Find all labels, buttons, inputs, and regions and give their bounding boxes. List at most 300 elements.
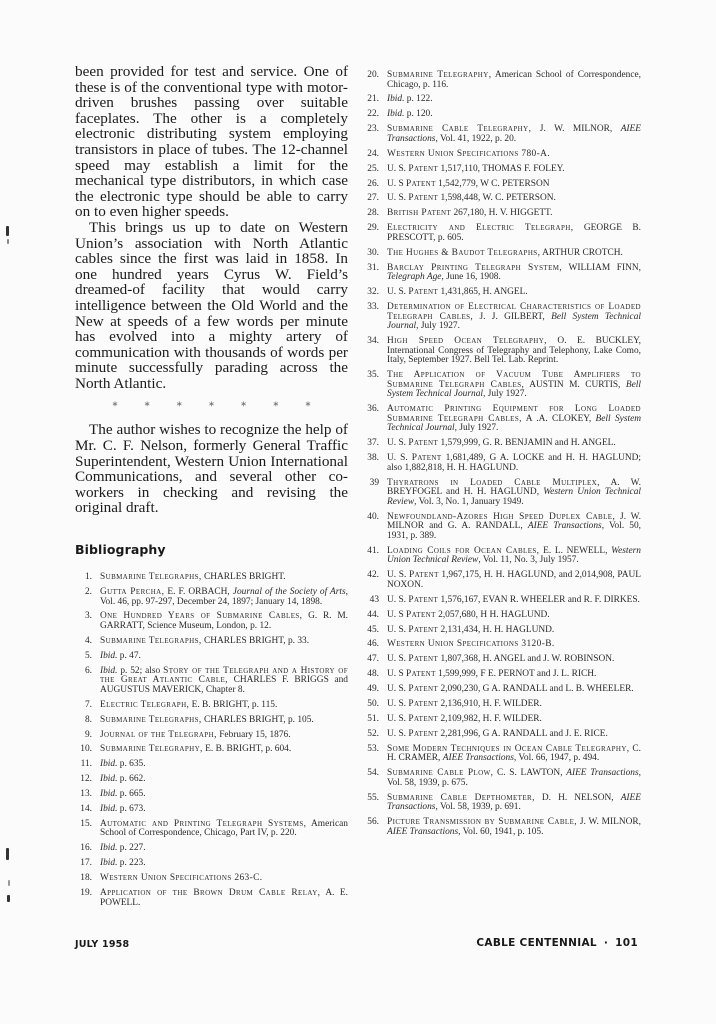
- entry-text: [387, 125, 641, 144]
- entry-sc: Electric Telegraph,: [100, 699, 190, 710]
- entry-tail: , Vol. 66, 1947, p. 494.: [513, 753, 600, 764]
- entry-text: [387, 303, 641, 332]
- entry-sc: The Hughes & Baudot Telegraphs,: [387, 247, 541, 258]
- entry-sc: Application of the Brown Drum Cable Relay,: [100, 888, 321, 899]
- entry-sc: Patent: [408, 624, 439, 635]
- entry-rest: CHARLES BRIGHT, p. 105.: [201, 714, 314, 725]
- scan-mark: [7, 895, 10, 902]
- entry-number: 3.: [84, 611, 92, 622]
- entry-sc: Picture Transmission by Submarine Cable,: [387, 817, 577, 828]
- entry-text: [100, 612, 348, 631]
- entry-it-lead: Ibid.: [100, 774, 118, 785]
- entry-number: 44.: [367, 609, 379, 620]
- bibliography-entry: [359, 596, 641, 606]
- footer-date: JULY 1958: [75, 939, 130, 950]
- entry-tail: , July 1927.: [454, 423, 499, 434]
- entry-number: 30.: [367, 247, 379, 258]
- bibliography-entry: [359, 479, 641, 508]
- entry-sc: Thyratrons in Loaded Cable Multiplex,: [387, 477, 600, 488]
- entry-it: AIEE Transactions: [527, 521, 602, 532]
- entry-sc: British Patent: [387, 208, 452, 219]
- entry-rest: D. H. NELSON,: [534, 792, 621, 803]
- entry-number: 40.: [367, 511, 379, 522]
- entry-number: 24.: [367, 148, 379, 159]
- entry-rest-pre: U. S.: [387, 163, 409, 174]
- entry-number: 34.: [367, 336, 379, 347]
- entry-number: 45.: [367, 624, 379, 635]
- entry-text: [387, 371, 641, 400]
- bibliography-entry: [359, 405, 641, 434]
- entry-rest-pre: U. S.: [387, 728, 409, 739]
- entry-rest: 1,598,448, W. C. PETERSON.: [438, 193, 556, 204]
- entry-sc: Patent: [408, 654, 439, 665]
- entry-text: [387, 180, 641, 190]
- entry-number: 49.: [367, 684, 379, 695]
- entry-tail: , Vol. 58, 1939, p. 691.: [435, 802, 521, 813]
- entry-sc: Patent: [406, 669, 436, 680]
- entry-text: [100, 731, 348, 741]
- entry-rest: GEORGE B. PRESCOTT, p. 605.: [387, 223, 641, 243]
- entry-sc: Gutta Percha,: [100, 586, 165, 597]
- entry-text: [387, 655, 641, 665]
- bibliography-entry: [359, 626, 641, 636]
- bibliography-entry: [359, 794, 641, 813]
- entry-rest: A. E. POWELL.: [100, 888, 348, 908]
- entry-number: 27.: [367, 193, 379, 204]
- entry-number: 15.: [80, 818, 92, 829]
- body-paragraph: This brings us up to date on Western Union’s association with North Atlantic cables since the first was laid in 1858. In one hundred years Cyrus W. Field’s dreamed-of facility that would carry intelligence between the Old World and the New at speeds of a few words per minute has evolved into a mighty artery of communication with thousands of words per minute successfully parading across the North Atlantic.: [75, 218, 348, 392]
- entry-rest: 1,542,779, W C. PETERSON: [435, 178, 550, 189]
- entry-rest: 1,431,865, H. ANGEL.: [438, 287, 528, 298]
- entry-text: [100, 844, 348, 854]
- entry-number: 50.: [367, 699, 379, 709]
- entry-rest: E. B. BRIGHT, p. 115.: [189, 699, 278, 710]
- bibliography-entry: [359, 670, 641, 680]
- entry-tail: , Vol. 11, No. 3, July 1957.: [478, 555, 579, 566]
- entry-number: 25.: [367, 163, 379, 174]
- entry-sc: Submarine Telegraphs,: [100, 635, 202, 646]
- entry-number: 31.: [367, 262, 379, 273]
- bibliography-entry: [359, 165, 641, 175]
- entry-text: [387, 670, 641, 680]
- entry-text: [387, 769, 641, 788]
- entry-text: [387, 209, 641, 219]
- entry-number: 37.: [367, 438, 379, 449]
- entry-sc: Patent: [408, 438, 439, 449]
- entry-it: AIEE Transactions: [442, 753, 514, 764]
- bibliography-entry: [359, 264, 641, 283]
- left-column: [75, 64, 348, 914]
- entry-rest: J. W. MILNOR,: [531, 124, 621, 135]
- entry-text: [387, 730, 641, 740]
- entry-rest: J. J. GILBERT,: [473, 311, 552, 322]
- entry-rest: ARTHUR CROTCH.: [540, 247, 623, 258]
- bibliography-entry: [72, 652, 348, 662]
- entry-tail: , July 1927.: [483, 389, 527, 400]
- entry-rest: 2,136,910, H. F. WILDER.: [438, 699, 542, 709]
- entry-it-lead: Ibid.: [100, 665, 118, 676]
- bibliography-entry: [72, 667, 348, 696]
- entry-it-lead: Ibid.: [100, 843, 118, 854]
- entry-sc: Determination of Electrical Characteristics of Loaded Telegraph Cables,: [387, 301, 641, 322]
- entry-text: [387, 547, 641, 566]
- entry-rest: O. E. BUCKLEY, International Congress of Telegraphy and Telephony, Lake Como, Italy, September 1927. Bell Tel. Lab. Reprint.: [387, 336, 641, 366]
- entry-rest-pre: U. S.: [387, 684, 409, 695]
- entry-sc: Automatic Printing Equipment for Long Loaded Submarine Telegraph Cables,: [387, 404, 641, 424]
- entry-rest: 1,967,175, H. H. HAGLUND, and 2,014,908, PAUL NOXON.: [387, 570, 642, 590]
- entry-it: Journal of the Society of Arts: [232, 586, 346, 597]
- entry-text: [100, 760, 348, 770]
- entry-number: 18.: [80, 873, 92, 884]
- entry-number: 53.: [367, 743, 379, 754]
- bibliography-entry: [72, 844, 348, 854]
- entry-text: [100, 859, 348, 869]
- entry-number: 2.: [84, 586, 92, 597]
- bibliography-list-right: [359, 71, 641, 837]
- entry-rest: 1,576,167, EVAN R. WHEELER and R. F. DIRKES.: [438, 594, 640, 605]
- entry-sc: Patent: [408, 728, 439, 739]
- entry-sc: High Speed Ocean Telegraphy,: [387, 336, 547, 347]
- entry-text: [387, 71, 641, 90]
- entry-sc: Patent: [408, 193, 439, 204]
- entry-number: 41.: [367, 545, 379, 556]
- page-number: 101: [615, 937, 638, 949]
- bibliography-entry: [359, 818, 641, 837]
- entry-number: 36.: [367, 404, 379, 415]
- entry-text: [387, 513, 641, 542]
- entry-number: 52.: [367, 728, 379, 739]
- entry-it: AIEE Transactions: [387, 826, 459, 837]
- entry-sc: Patent: [408, 570, 439, 581]
- entry-text: [100, 805, 348, 815]
- bibliography-entry: [359, 249, 641, 259]
- bibliography-entry: [359, 125, 641, 144]
- bibliography-entry: [72, 820, 348, 839]
- entry-rest: 2,057,680, H H. HAGLUND.: [435, 609, 550, 620]
- entry-text: [100, 701, 348, 711]
- entry-text: [387, 454, 641, 473]
- bibliography-entry: [72, 731, 348, 741]
- entry-sc: Patent: [408, 287, 439, 298]
- entry-sc: Patent: [408, 163, 439, 174]
- entry-text: [387, 165, 641, 175]
- bibliography-entry: [359, 640, 641, 650]
- bibliography-entry: [359, 288, 641, 298]
- entry-number: 54.: [367, 768, 379, 779]
- bibliography-entry: [72, 588, 348, 607]
- entry-text: [387, 95, 641, 105]
- entry-it-lead: Ibid.: [387, 109, 405, 120]
- entry-text: [387, 405, 641, 434]
- entry-rest-pre: U. S.: [387, 570, 409, 581]
- bibliography-entry: [72, 612, 348, 631]
- entry-number: 28.: [367, 208, 379, 219]
- entry-sc: Patent: [411, 453, 442, 464]
- entry-rest: p. 120.: [404, 109, 433, 120]
- entry-sc: Submarine Cable Telegraphy,: [387, 124, 532, 135]
- entry-it-lead: Ibid.: [387, 94, 405, 105]
- entry-rest: WILLIAM FINN,: [562, 262, 641, 273]
- bibliography-heading: Bibliography: [75, 542, 166, 558]
- bibliography-entry: [72, 716, 348, 726]
- entry-rest: 2,090,230, G A. RANDALL and L. B. WHEELER.: [438, 684, 634, 695]
- entry-it: AIEE Transactions: [387, 792, 641, 813]
- entry-rest-pre: U. S.: [387, 287, 409, 298]
- entry-sc: Patent: [408, 713, 439, 724]
- entry-sc: Submarine Cable Plow,: [387, 768, 494, 779]
- entry-text: [387, 194, 641, 204]
- entry-number: 12.: [80, 774, 92, 785]
- entry-sc: Loading Coils for Ocean Cables,: [387, 545, 540, 556]
- right-column: [359, 71, 641, 843]
- entry-rest: 1,807,368, H. ANGEL and J. W. ROBINSON.: [438, 654, 615, 665]
- entry-rest: CHARLES BRIGHT, p. 33.: [201, 635, 310, 646]
- entry-number: 29.: [367, 223, 379, 234]
- entry-number: 13.: [80, 789, 92, 800]
- bibliography-entry: [359, 547, 641, 566]
- entry-sc: Patent: [406, 609, 436, 620]
- entry-text: [387, 150, 641, 160]
- bibliography-entry: [359, 194, 641, 204]
- entry-rest: 1,517,110, THOMAS F. FOLEY.: [438, 163, 565, 174]
- entry-rest: p. 122.: [404, 94, 433, 105]
- entry-sc: Submarine Telegraphy,: [100, 744, 203, 755]
- entry-rest: CHARLES BRIGHT.: [201, 572, 286, 583]
- entry-rest-pre: U. S.: [387, 453, 412, 464]
- entry-number: 42.: [367, 570, 379, 581]
- entry-number: 20.: [367, 70, 379, 80]
- entry-number: 8.: [84, 714, 92, 725]
- entry-number: 38.: [367, 453, 379, 464]
- bibliography-entry: [72, 573, 348, 583]
- entry-text: [387, 715, 641, 725]
- bibliography-entry: [72, 874, 348, 884]
- entry-sc: Patent: [408, 684, 439, 695]
- entry-rest-pre: U. S: [387, 178, 407, 189]
- entry-rest: J. W. MILNOR and G. A. RANDALL,: [387, 511, 642, 532]
- entry-rest: p. 635.: [117, 759, 146, 770]
- entry-text: [387, 745, 641, 764]
- footer-separator: ·: [603, 937, 609, 949]
- bibliography-entry: [72, 637, 348, 647]
- publication-name: CABLE CENTENNIAL: [476, 937, 597, 949]
- bibliography-entry: [72, 701, 348, 711]
- entry-it-lead: Ibid.: [100, 789, 118, 800]
- entry-text: [387, 794, 641, 813]
- entry-text: [100, 874, 348, 884]
- scan-mark: [6, 848, 9, 860]
- entry-rest: p. 223.: [117, 858, 146, 869]
- entry-text: [100, 745, 348, 755]
- entry-tail: , Vol. 3, No. 1, January 1949.: [414, 496, 524, 507]
- bibliography-entry: [359, 303, 641, 332]
- entry-it-lead: Ibid.: [100, 650, 118, 661]
- bibliography-entry: [72, 805, 348, 815]
- entry-text: [387, 818, 641, 837]
- entry-number: 19.: [80, 888, 92, 899]
- entry-tail: CHARLES F. BRIGGS and AUGUSTUS MAVERICK, Chapter 8.: [100, 675, 348, 695]
- bibliography-entry: [359, 337, 641, 366]
- entry-text: [387, 224, 641, 243]
- entry-text: [387, 700, 641, 710]
- entry-number: 14.: [80, 803, 92, 814]
- entry-text: [387, 288, 641, 298]
- bibliography-entry: [359, 513, 641, 542]
- entry-rest: AUSTIN M. CURTIS,: [524, 379, 626, 390]
- bibliography-entry: [359, 180, 641, 190]
- entry-rest: February 15, 1876.: [216, 729, 291, 740]
- bibliography-entry: [359, 95, 641, 105]
- entry-rest: p. 227.: [117, 843, 146, 854]
- entry-number: 9.: [84, 729, 92, 740]
- entry-text: [100, 790, 348, 800]
- entry-text: [387, 264, 641, 283]
- bibliography-entry: [359, 745, 641, 764]
- bibliography-entry: [359, 439, 641, 449]
- entry-number: 1.: [84, 572, 92, 583]
- bibliography-entry: [72, 775, 348, 785]
- acknowledgment-paragraph: The author wishes to recognize the help of Mr. C. F. Nelson, formerly General Traffic Superintendent, Western Union International Communications, and several other co-workers in checking and revising the original draft.: [75, 421, 348, 517]
- entry-text: [387, 626, 641, 636]
- entry-sc: Some Modern Techniques in Ocean Cable Telegraphy,: [387, 743, 630, 754]
- entry-rest: p. 47.: [117, 650, 141, 661]
- bibliography-entry: [359, 715, 641, 725]
- bibliography-entry: [359, 110, 641, 120]
- bibliography-entry: [359, 700, 641, 710]
- entry-sc: Patent: [408, 699, 439, 709]
- entry-rest: p. 662.: [117, 774, 146, 785]
- entry-it-lead: Ibid.: [100, 759, 118, 770]
- entry-rest: 267,180, H. V. HIGGETT.: [451, 208, 553, 219]
- entry-number: 33.: [367, 301, 379, 312]
- bibliography-entry: [72, 790, 348, 800]
- entry-rest-pre: U. S.: [387, 193, 409, 204]
- entry-sc: Barclay Printing Telegraph System,: [387, 262, 563, 273]
- entry-sc: Patent: [406, 178, 436, 189]
- entry-number: 11.: [80, 759, 92, 770]
- entry-rest-pre: U. S.: [387, 699, 409, 709]
- entry-text: [387, 611, 641, 621]
- entry-text: [100, 820, 348, 839]
- bibliography-entry: [359, 769, 641, 788]
- entry-sc: Submarine Telegraphs,: [100, 714, 202, 725]
- entry-tail: , July 1927.: [416, 321, 460, 332]
- entry-rest-pre: U. S.: [387, 624, 409, 635]
- entry-rest: C. H. CRAMER,: [387, 743, 641, 764]
- entry-it: Bell System Technical Journal: [387, 311, 641, 332]
- entry-rest: p. 52; also: [117, 665, 164, 676]
- entry-rest: p. 673.: [117, 803, 146, 814]
- entry-sc: Western Union Specifications 3120-B.: [387, 639, 555, 650]
- entry-number: 39: [369, 477, 379, 488]
- entry-text: [100, 637, 348, 647]
- entry-text: [387, 249, 641, 259]
- entry-rest-pre: U. S.: [387, 438, 409, 449]
- entry-rest: 1,599,999, F E. PERNOT and J. L. RICH.: [435, 669, 597, 680]
- bibliography-entry: [359, 655, 641, 665]
- entry-sc: Patent: [408, 594, 439, 605]
- bibliography-entry: [359, 454, 641, 473]
- footer-publication: [476, 937, 638, 949]
- bibliography-list-left: [72, 573, 348, 908]
- entry-sc: Submarine Cable Depthometer,: [387, 792, 535, 803]
- entry-text: [100, 588, 348, 607]
- entry-number: 5.: [84, 650, 92, 661]
- entry-rest: 1,579,999, G. R. BENJAMIN and H. ANGEL.: [438, 438, 616, 449]
- entry-number: 10.: [80, 744, 92, 755]
- entry-it: Bell System Technical Journal: [387, 413, 642, 434]
- entry-rest: American School of Correspondence, Chicago, Part IV, p. 220.: [100, 818, 348, 839]
- entry-number: 32.: [367, 287, 379, 298]
- entry-tail: , June 16, 1908.: [441, 272, 501, 283]
- entry-number: 17.: [80, 858, 92, 869]
- entry-sc: Western Union Specifications 780-A.: [387, 148, 551, 159]
- entry-rest: 2,131,434, H. H. HAGLUND.: [438, 624, 555, 635]
- entry-number: 43: [369, 594, 379, 605]
- entry-sc: The Application of Vacuum Tube Amplifiers to Submarine Telegraph Cables,: [387, 370, 641, 390]
- entry-sc: One Hundred Years of Submarine Cables,: [100, 611, 303, 622]
- bibliography-entry: [359, 224, 641, 243]
- entry-number: 47.: [367, 654, 379, 665]
- bibliography-entry: [72, 760, 348, 770]
- entry-rest: J. W. MILNOR,: [577, 817, 641, 828]
- entry-text: [100, 652, 348, 662]
- entry-text: [387, 337, 641, 366]
- entry-number: 46.: [367, 639, 379, 650]
- entry-rest: 1,681,489, G A. LOCKE and H. H. HAGLUND; also 1,882,818, H. H. HAGLUND.: [387, 453, 641, 473]
- entry-sc: Submarine Telegraphy,: [387, 70, 492, 80]
- bibliography-entry: [359, 611, 641, 621]
- entry-text: [387, 596, 641, 606]
- entry-text: [100, 667, 348, 696]
- entry-rest: A. W. BREYFOGEL and H. H. HAGLUND,: [387, 477, 641, 498]
- entry-number: 21.: [367, 94, 379, 105]
- entry-number: 4.: [84, 635, 92, 646]
- entry-rest: 2,109,982, H. F. WILDER.: [438, 713, 542, 724]
- entry-it: Bell System Technical Journal: [387, 379, 641, 400]
- entry-rest: E. F. ORBACH,: [164, 586, 233, 597]
- entry-number: 48.: [367, 669, 379, 680]
- entry-it-lead: Ibid.: [100, 803, 118, 814]
- entry-rest: p. 665.: [117, 789, 146, 800]
- bibliography-entry: [72, 889, 348, 908]
- entry-text: [387, 640, 641, 650]
- bibliography-entry: [72, 745, 348, 755]
- entry-rest-pre: U. S.: [387, 713, 409, 724]
- entry-rest-pre: U. S: [387, 669, 407, 680]
- entry-text: [100, 716, 348, 726]
- entry-number: 6.: [84, 665, 92, 676]
- entry-sc: Western Union Specifications 263-C.: [100, 873, 263, 884]
- bibliography-entry: [359, 685, 641, 695]
- entry-sc2: Story of the Telegraph and a History of the Great Atlantic Cable,: [100, 665, 348, 686]
- entry-number: 35.: [367, 370, 379, 381]
- scan-mark: [8, 880, 10, 886]
- entry-rest: C. S. LAWTON,: [493, 768, 567, 779]
- entry-text: [387, 571, 641, 590]
- entry-it: Western Union Technical Review: [387, 487, 641, 507]
- bibliography-entry: [359, 71, 641, 90]
- entry-number: 16.: [80, 843, 92, 854]
- scan-mark: [7, 239, 9, 244]
- entry-rest: E. L. NEWELL,: [539, 545, 612, 556]
- entry-tail: , Vol. 46, pp. 97-297, December 24, 1897; January 14, 1898.: [100, 586, 349, 607]
- section-separator: * * * * * * *: [112, 401, 323, 413]
- bibliography-entry: [359, 730, 641, 740]
- bibliography-entry: [359, 371, 641, 400]
- bibliography-entry: [359, 209, 641, 219]
- entry-number: 7.: [84, 699, 92, 710]
